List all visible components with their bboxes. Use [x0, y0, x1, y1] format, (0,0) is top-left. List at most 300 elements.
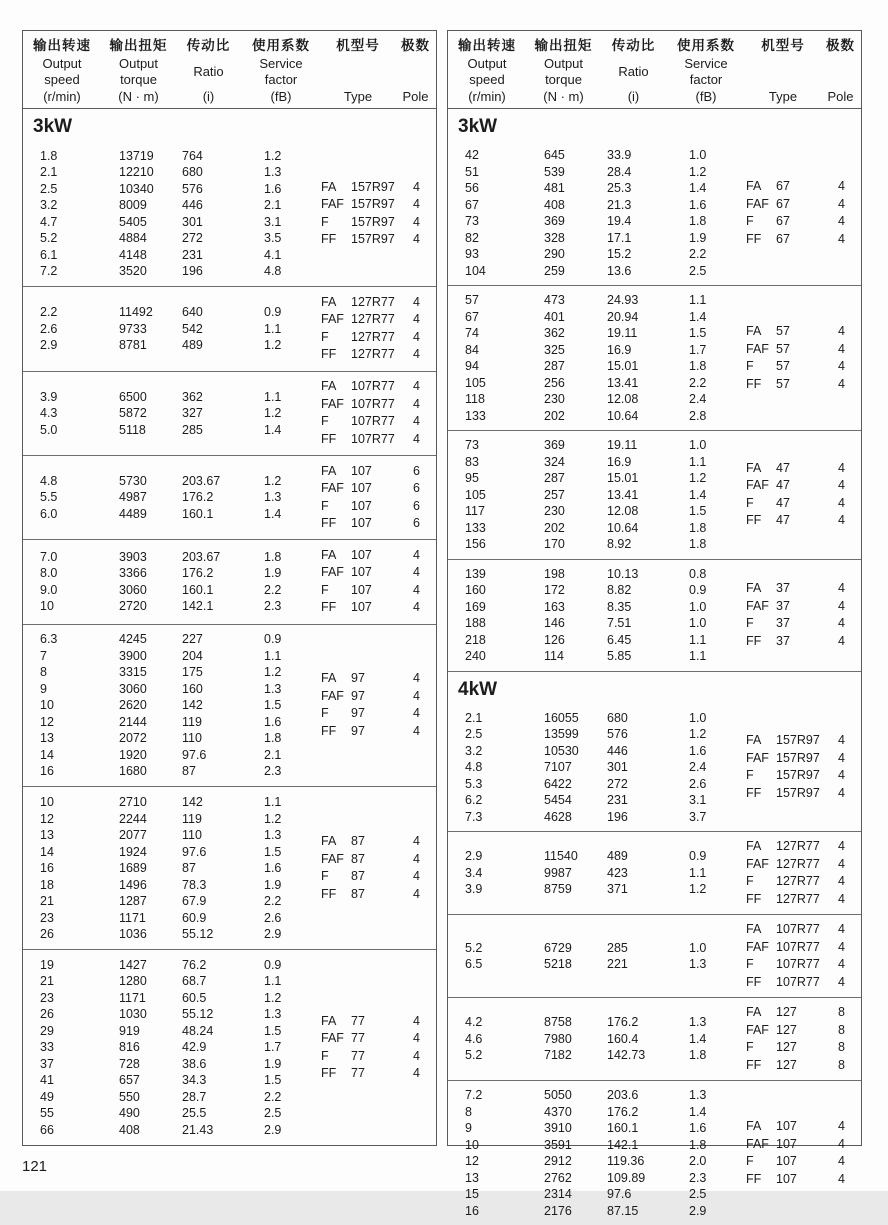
fb-cell: 3.1 [241, 214, 321, 231]
fb-cell: 0.8 [666, 566, 746, 583]
torque-cell: 1427 [101, 957, 176, 974]
ratio-cell: 87 [176, 860, 241, 877]
ratio-cell: 764 [176, 148, 241, 165]
fb-cell: 0.9 [241, 631, 321, 648]
table-row [23, 681, 321, 698]
pole-value: 4 [834, 178, 855, 196]
ratio-cell: 221 [601, 956, 666, 973]
torque-cell: 1689 [101, 860, 176, 877]
ratio-cell: 68.7 [176, 973, 241, 990]
type-model: 127R77 [776, 838, 834, 856]
fb-cell: 4.1 [241, 247, 321, 264]
type-model: 107 [351, 515, 409, 533]
table-row [23, 565, 321, 582]
torque-cell: 728 [101, 1056, 176, 1073]
ratio-cell: 38.6 [176, 1056, 241, 1073]
speed-cell: 1.8 [23, 148, 101, 165]
fb-cell: 1.4 [666, 309, 746, 326]
type-prefix: FA [321, 179, 351, 197]
type-block [746, 1118, 861, 1188]
table-row [448, 648, 746, 665]
torque-cell: 16055 [526, 710, 601, 727]
fb-cell: 4.8 [241, 263, 321, 280]
speed-cell: 13 [23, 827, 101, 844]
type-prefix: FF [746, 785, 776, 803]
torque-cell: 1680 [101, 763, 176, 780]
fb-cell: 2.4 [666, 759, 746, 776]
speed-cell: 6.0 [23, 506, 101, 523]
table-row [23, 1023, 321, 1040]
speed-cell: 33 [23, 1039, 101, 1056]
fb-cell: 1.2 [666, 470, 746, 487]
type-prefix: F [321, 413, 351, 431]
group-rows [23, 304, 321, 354]
torque-cell: 2176 [526, 1203, 601, 1220]
speed-cell: 117 [448, 503, 526, 520]
fb-cell: 1.2 [666, 881, 746, 898]
type-line [321, 1013, 430, 1031]
type-prefix: FAF [321, 564, 351, 582]
speed-cell: 42 [448, 147, 526, 164]
fb-cell: 2.9 [666, 1203, 746, 1220]
fb-cell: 3.7 [666, 809, 746, 826]
type-prefix: F [321, 1048, 351, 1066]
speed-cell: 2.5 [23, 181, 101, 198]
type-line [746, 477, 855, 495]
type-model: 57 [776, 376, 834, 394]
header-pole: 极数 Pole [820, 34, 861, 104]
header-output-torque: 输出扭矩 Output torque (N · m) [101, 34, 176, 104]
type-prefix: FAF [321, 1030, 351, 1048]
speed-cell: 118 [448, 391, 526, 408]
pole-value: 4 [834, 856, 855, 874]
ratio-cell: 8.82 [601, 582, 666, 599]
speed-cell: 7 [23, 648, 101, 665]
speed-cell: 67 [448, 197, 526, 214]
group-rows [448, 566, 746, 665]
pole-value: 4 [834, 873, 855, 891]
torque-cell: 4245 [101, 631, 176, 648]
type-model: 107R77 [776, 956, 834, 974]
type-prefix: FF [746, 376, 776, 394]
torque-cell: 9987 [526, 865, 601, 882]
type-model: 97 [351, 670, 409, 688]
header-ratio-unit: (i) [203, 90, 215, 104]
speed-cell: 13 [448, 1170, 526, 1187]
table-header [448, 31, 861, 109]
speed-cell: 15 [448, 1186, 526, 1203]
table-row [448, 759, 746, 776]
speed-cell: 2.9 [23, 337, 101, 354]
fb-cell: 2.1 [241, 747, 321, 764]
torque-cell: 8759 [526, 881, 601, 898]
fb-cell: 1.3 [241, 164, 321, 181]
type-prefix: FF [746, 512, 776, 530]
table-row [448, 408, 746, 425]
speed-cell: 16 [448, 1203, 526, 1220]
speed-cell: 2.6 [23, 321, 101, 338]
speed-cell: 73 [448, 213, 526, 230]
type-model: 107R77 [776, 939, 834, 957]
table-row [23, 1122, 321, 1139]
pole-value: 4 [409, 1065, 430, 1083]
torque-cell: 325 [526, 342, 601, 359]
ratio-cell: 15.01 [601, 358, 666, 375]
speed-cell: 104 [448, 263, 526, 280]
torque-cell: 1171 [101, 990, 176, 1007]
pole-value: 4 [409, 214, 430, 232]
speed-cell: 105 [448, 375, 526, 392]
pole-value: 4 [409, 196, 430, 214]
fb-cell: 2.9 [241, 926, 321, 943]
type-model: 67 [776, 231, 834, 249]
table-row [448, 487, 746, 504]
type-prefix: F [746, 1039, 776, 1057]
speed-cell: 3.9 [448, 881, 526, 898]
speed-cell: 188 [448, 615, 526, 632]
torque-cell: 146 [526, 615, 601, 632]
torque-cell: 369 [526, 213, 601, 230]
pole-value: 4 [409, 346, 430, 364]
pole-value: 4 [409, 294, 430, 312]
type-model: 127 [776, 1022, 834, 1040]
pole-value: 4 [834, 376, 855, 394]
fb-cell: 1.8 [666, 213, 746, 230]
type-prefix: FA [321, 833, 351, 851]
torque-cell: 362 [526, 325, 601, 342]
ratio-cell: 67.9 [176, 893, 241, 910]
table-group [448, 1080, 861, 1225]
torque-cell: 3910 [526, 1120, 601, 1137]
ratio-cell: 87.15 [601, 1203, 666, 1220]
speed-cell: 156 [448, 536, 526, 553]
torque-cell: 2244 [101, 811, 176, 828]
type-line [321, 599, 430, 617]
ratio-cell: 576 [176, 181, 241, 198]
pole-value: 4 [834, 231, 855, 249]
fb-cell: 1.1 [666, 454, 746, 471]
table-row [448, 1170, 746, 1187]
ratio-cell: 13.41 [601, 375, 666, 392]
table-row [448, 848, 746, 865]
type-model: 67 [776, 178, 834, 196]
type-model: 127 [776, 1039, 834, 1057]
type-line [321, 1065, 430, 1083]
table-row [23, 304, 321, 321]
ratio-cell: 24.93 [601, 292, 666, 309]
type-line [746, 495, 855, 513]
pole-value: 4 [409, 231, 430, 249]
table-row [23, 877, 321, 894]
table-row [23, 697, 321, 714]
ratio-cell: 16.9 [601, 454, 666, 471]
type-model: 97 [351, 688, 409, 706]
torque-cell: 5730 [101, 473, 176, 490]
table-row [448, 358, 746, 375]
table-row [23, 489, 321, 506]
speed-cell: 2.2 [23, 304, 101, 321]
ratio-cell: 6.45 [601, 632, 666, 649]
ratio-cell: 142.1 [176, 598, 241, 615]
ratio-cell: 362 [176, 389, 241, 406]
ratio-cell: 119 [176, 714, 241, 731]
header-ratio-unit: (i) [628, 90, 640, 104]
type-line [746, 1136, 855, 1154]
table-row [448, 454, 746, 471]
ratio-cell: 203.6 [601, 1087, 666, 1104]
power-section [448, 671, 861, 1225]
speed-cell: 8 [448, 1104, 526, 1121]
group-rows [23, 389, 321, 439]
torque-cell: 287 [526, 470, 601, 487]
type-model: 107R77 [776, 921, 834, 939]
type-prefix: FAF [321, 396, 351, 414]
fb-cell: 1.2 [666, 726, 746, 743]
fb-cell: 1.4 [241, 506, 321, 523]
torque-cell: 5872 [101, 405, 176, 422]
speed-cell: 84 [448, 342, 526, 359]
ratio-cell: 176.2 [176, 489, 241, 506]
fb-cell: 1.9 [241, 1056, 321, 1073]
table-row [23, 1056, 321, 1073]
type-prefix: FAF [321, 851, 351, 869]
type-model: 157R97 [776, 767, 834, 785]
pole-value: 4 [834, 633, 855, 651]
ratio-cell: 28.7 [176, 1089, 241, 1106]
torque-cell: 324 [526, 454, 601, 471]
ratio-cell: 55.12 [176, 1006, 241, 1023]
type-model: 107R77 [351, 396, 409, 414]
pole-value: 4 [834, 1136, 855, 1154]
table-row [23, 1006, 321, 1023]
fb-cell: 1.6 [666, 1120, 746, 1137]
fb-cell: 1.8 [666, 1047, 746, 1064]
table-row [448, 615, 746, 632]
torque-cell: 230 [526, 391, 601, 408]
type-line [746, 873, 855, 891]
table-group [448, 831, 861, 914]
torque-cell: 3060 [101, 582, 176, 599]
header-type: 机型号 Type [746, 34, 820, 104]
type-line [321, 515, 430, 533]
torque-cell: 2762 [526, 1170, 601, 1187]
table-body [448, 109, 861, 1145]
type-model: 107R77 [351, 378, 409, 396]
header-speed-cn: 输出转速 [33, 34, 91, 54]
ratio-cell: 10.13 [601, 566, 666, 583]
table-group [448, 141, 861, 285]
ratio-cell: 25.3 [601, 180, 666, 197]
speed-cell: 7.2 [23, 263, 101, 280]
type-line [321, 547, 430, 565]
type-line [321, 329, 430, 347]
table-row [448, 792, 746, 809]
speed-cell: 160 [448, 582, 526, 599]
speed-cell: 133 [448, 520, 526, 537]
type-model: 107 [776, 1153, 834, 1171]
fb-cell: 2.5 [666, 263, 746, 280]
pole-value: 4 [409, 1030, 430, 1048]
ratio-cell: 119 [176, 811, 241, 828]
fb-cell: 3.5 [241, 230, 321, 247]
ratio-cell: 196 [176, 263, 241, 280]
torque-cell: 3315 [101, 664, 176, 681]
speed-cell: 13 [23, 730, 101, 747]
fb-cell: 1.6 [241, 860, 321, 877]
speed-cell: 8.0 [23, 565, 101, 582]
ratio-cell: 13.6 [601, 263, 666, 280]
type-line [321, 396, 430, 414]
speed-cell: 82 [448, 230, 526, 247]
speed-cell: 66 [23, 1122, 101, 1139]
type-line [746, 580, 855, 598]
type-line [321, 705, 430, 723]
speed-cell: 3.9 [23, 389, 101, 406]
pole-value: 4 [834, 732, 855, 750]
type-model: 107 [351, 463, 409, 481]
speed-cell: 4.3 [23, 405, 101, 422]
torque-cell: 257 [526, 487, 601, 504]
type-prefix: F [321, 329, 351, 347]
type-model: 77 [351, 1065, 409, 1083]
fb-cell: 1.4 [666, 487, 746, 504]
speed-cell: 26 [23, 1006, 101, 1023]
speed-cell: 139 [448, 566, 526, 583]
table-row [448, 246, 746, 263]
torque-cell: 2314 [526, 1186, 601, 1203]
torque-cell: 3060 [101, 681, 176, 698]
header-fb-unit: (fB) [696, 90, 717, 104]
header-torque-unit: (N · m) [118, 90, 158, 104]
type-block [321, 1013, 436, 1083]
type-prefix: FF [321, 431, 351, 449]
fb-cell: 1.8 [666, 358, 746, 375]
type-prefix: F [746, 767, 776, 785]
type-line [746, 838, 855, 856]
torque-cell: 550 [101, 1089, 176, 1106]
table-row [448, 881, 746, 898]
ratio-cell: 33.9 [601, 147, 666, 164]
speed-cell: 19 [23, 957, 101, 974]
fb-cell: 2.1 [241, 197, 321, 214]
ratio-cell: 489 [601, 848, 666, 865]
pole-value: 4 [409, 1013, 430, 1031]
table-row [448, 776, 746, 793]
fb-cell: 0.9 [241, 304, 321, 321]
type-model: 47 [776, 460, 834, 478]
header-pole-cn: 极数 [401, 34, 430, 54]
type-prefix: F [746, 956, 776, 974]
table-row [23, 389, 321, 406]
table-row [448, 1087, 746, 1104]
pole-value: 4 [409, 564, 430, 582]
type-line [321, 480, 430, 498]
table-group [448, 914, 861, 997]
fb-cell: 0.9 [666, 582, 746, 599]
header-type-cn: 机型号 [336, 34, 380, 54]
pole-value: 4 [409, 179, 430, 197]
fb-cell: 1.5 [241, 1023, 321, 1040]
ratio-cell: 203.67 [176, 549, 241, 566]
table-row [23, 763, 321, 780]
type-line [321, 564, 430, 582]
type-model: 157R97 [776, 732, 834, 750]
type-prefix: FF [746, 231, 776, 249]
torque-cell: 816 [101, 1039, 176, 1056]
torque-cell: 1036 [101, 926, 176, 943]
table-row [23, 337, 321, 354]
type-prefix: FAF [746, 1022, 776, 1040]
torque-cell: 2077 [101, 827, 176, 844]
fb-cell: 0.9 [666, 848, 746, 865]
torque-cell: 198 [526, 566, 601, 583]
fb-cell: 1.2 [241, 664, 321, 681]
speed-cell: 16 [23, 763, 101, 780]
type-block [746, 838, 861, 908]
type-prefix: FA [321, 547, 351, 565]
table-row [448, 391, 746, 408]
type-prefix: FAF [746, 856, 776, 874]
pole-value: 4 [834, 750, 855, 768]
type-prefix: FA [746, 921, 776, 939]
ratio-cell: 19.11 [601, 325, 666, 342]
type-model: 57 [776, 358, 834, 376]
type-line [746, 460, 855, 478]
ratio-cell: 87 [176, 763, 241, 780]
header-output-speed: 输出转速 Output speed (r/min) [448, 34, 526, 104]
type-model: 107 [351, 480, 409, 498]
type-model: 157R97 [351, 214, 409, 232]
ratio-cell: 78.3 [176, 877, 241, 894]
type-line [321, 886, 430, 904]
fb-cell: 1.5 [241, 844, 321, 861]
pole-value: 4 [409, 329, 430, 347]
type-model: 107 [776, 1118, 834, 1136]
pole-value: 4 [834, 1171, 855, 1189]
table-row [23, 631, 321, 648]
torque-cell: 401 [526, 309, 601, 326]
type-block [321, 670, 436, 740]
table-row [448, 940, 746, 957]
torque-cell: 2710 [101, 794, 176, 811]
fb-cell: 2.6 [666, 776, 746, 793]
type-prefix: FA [746, 580, 776, 598]
type-model: 67 [776, 196, 834, 214]
type-line [746, 376, 855, 394]
table-row [448, 1137, 746, 1154]
ratio-cell: 7.51 [601, 615, 666, 632]
speed-cell: 10 [23, 794, 101, 811]
ratio-cell: 142 [176, 697, 241, 714]
table-group [23, 624, 436, 787]
type-prefix: FF [321, 599, 351, 617]
type-prefix: FF [746, 974, 776, 992]
pole-value: 4 [409, 705, 430, 723]
type-prefix: FF [746, 633, 776, 651]
type-prefix: FAF [746, 1136, 776, 1154]
type-model: 127R77 [351, 294, 409, 312]
torque-cell: 4148 [101, 247, 176, 264]
ratio-cell: 489 [176, 337, 241, 354]
type-block [746, 921, 861, 991]
fb-cell: 1.0 [666, 147, 746, 164]
ratio-cell: 301 [176, 214, 241, 231]
pole-value: 4 [409, 582, 430, 600]
table-group [23, 949, 436, 1145]
table-row [23, 910, 321, 927]
header-speed-unit: (r/min) [43, 90, 81, 104]
pole-value: 6 [409, 498, 430, 516]
